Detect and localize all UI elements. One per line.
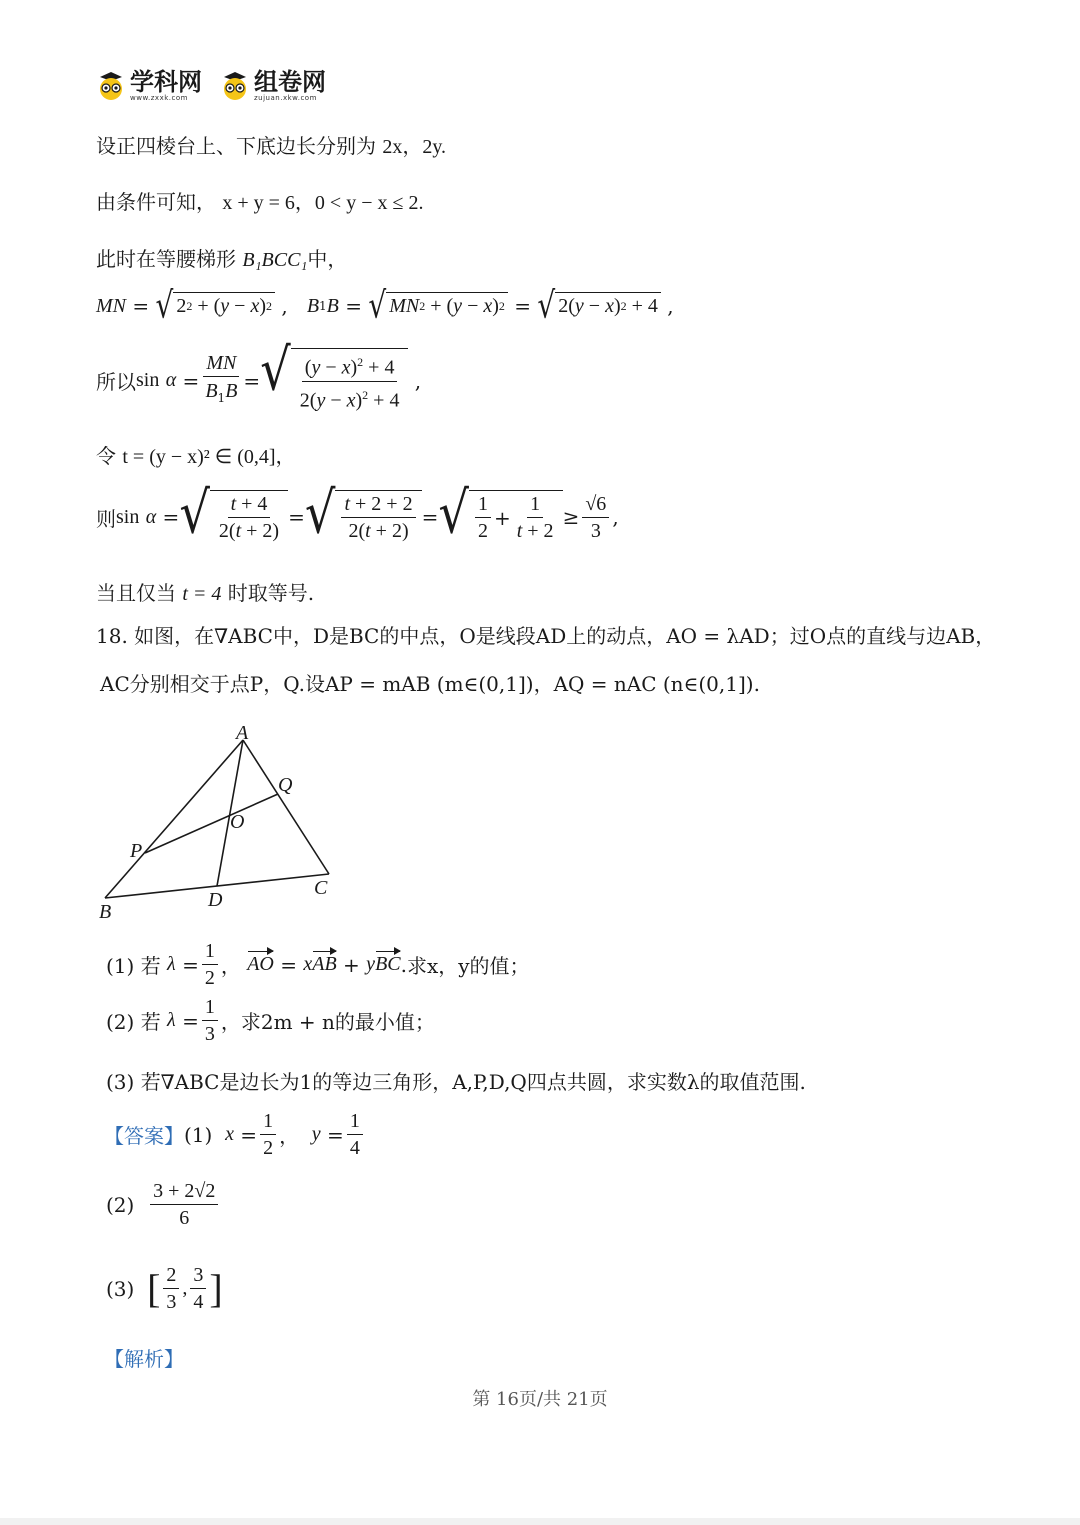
label-O: O [230, 811, 245, 833]
math-inline: x + y = 6，0 < y − x ≤ 2. [222, 192, 424, 214]
answer-tag: 【答案】 [104, 1124, 184, 1148]
owl-mascot-icon [220, 71, 250, 101]
header-logos [96, 70, 326, 102]
problem-intro-2: AC分别相交于点P，Q.设AP = mAB (m∈(0,1])，AQ = nAC (n∈(0,1]). [100, 672, 760, 696]
label-P: P [130, 840, 143, 862]
solution-line-let-t: 令 t = (y − x)² ∈ (0,4]， [96, 444, 296, 468]
sqrt-expression: √ $\frac{1}{2}$ + $\frac{1}{t + 2}$ [438, 490, 562, 544]
sqrt-expression: √ $\frac{(y - x)^2 + 4}{2(y - x)^2 + 4}$ [260, 348, 408, 413]
analysis-tag: 【解析】 [104, 1347, 184, 1371]
logo-url: zujuan.xkw.com [254, 94, 317, 102]
label-B: B [99, 901, 112, 923]
solution-line-1: 设正四棱台上、下底边长分别为 2x，2y. [96, 134, 447, 158]
sqrt-expression: √ MN 2 + ( y − x ) 2 [368, 292, 508, 320]
label-Q: Q [278, 774, 293, 796]
logo-zujuanwang [220, 70, 326, 102]
label-C: C [314, 877, 328, 899]
math-inline: 2x，2y. [382, 136, 447, 158]
solution-line-2: 由条件可知， x + y = 6，0 < y − x ≤ 2. [96, 190, 424, 214]
answer-3: (3) [ $\frac{2}{3}$ , $\frac{3}{4}$ ] [106, 1264, 223, 1313]
label-A: A [236, 722, 249, 744]
sqrt-expression: √ 2 2 + ( y − x ) 2 [155, 292, 275, 320]
formula-sin-alpha: 所以 sin α = $\frac{MN}{B_1B}$ = √ $\frac{(y - x)^2 + 4}{2(y - x)^2 + 4}$ , [96, 336, 422, 412]
logo-url: www.zxxk.com [130, 94, 188, 102]
triangle-figure [90, 715, 350, 925]
question-1: (1) 若 λ = $\frac{1}{2}$ ， AO = x AB + y BC . 求x，y的值； [106, 940, 530, 989]
math-inline: t = (y − x)² ∈ (0,4]， [122, 446, 296, 468]
problem-intro: 18. 如图，在∇ABC中，D是BC的中点，O是线段AD上的动点，AO = λAD；过O点的直线与边AB， [96, 624, 996, 648]
segment-AC [243, 740, 329, 874]
owl-mascot-icon [96, 71, 126, 101]
answer-2: (2) $\frac{3 + 2√2}{6}$ [106, 1178, 221, 1231]
page-bottom-edge [0, 1518, 1080, 1525]
solution-line-3: 此时在等腰梯形 B₁BCC₁中， [96, 247, 348, 271]
formula-sin-alpha-t: 则 sin α = √ $\frac{t + 4}{2(t + 2)}$ = √ $\frac{t + 2 + 2}{2(t + 2)}$ = √ $\frac{1}{2}$ + $\frac{1}{t + 2}$ ≥ $\frac{√6}{3}$ , [96, 479, 619, 547]
segment-PQ [145, 794, 278, 853]
logo-title: 组卷网 [254, 68, 326, 96]
label-D: D [208, 889, 223, 911]
formula-mn: MN = √ 2 2 + ( y − x ) 2 , B 1 B = √ MN 2 + ( y − x ) 2 = √ 2( y − x ) 2 + 4 , [96, 283, 674, 327]
sqrt-expression: √ $\frac{t + 4}{2(t + 2)}$ [179, 490, 288, 544]
question-3: (3) 若∇ABC是边长为1的等边三角形，A,P,D,Q四点共圆，求实数λ的取值范围. [106, 1070, 806, 1094]
solution-line-equality: 当且仅当 t = 4 时取等号. [96, 581, 315, 605]
sqrt-expression: √ 2( y − x ) 2 + 4 [537, 292, 661, 320]
logo-title: 学科网 [130, 68, 202, 96]
math-inline: B₁BCC₁ [242, 249, 308, 271]
answer-1: 【答案】 (1) x = $\frac{1}{2}$ ， y = $\frac{1}{4}$ [104, 1108, 366, 1161]
page-footer: 第 16页/共 21页 [472, 1389, 608, 1410]
problem-number: 18. [96, 624, 128, 648]
sqrt-expression: √ $\frac{t + 2 + 2}{2(t + 2)}$ [305, 490, 422, 544]
logo-xuekewang [96, 70, 202, 102]
question-2: (2) 若 λ = $\frac{1}{3}$ ， 求2m + n的最小值； [106, 996, 435, 1045]
